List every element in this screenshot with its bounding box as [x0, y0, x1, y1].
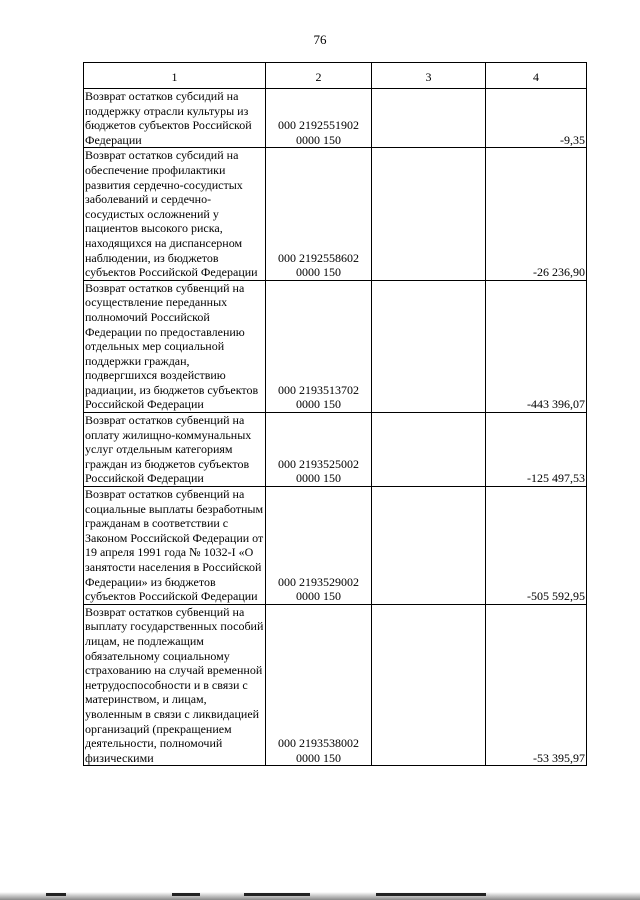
table-row	[84, 413, 587, 487]
scan-mark	[172, 893, 200, 896]
row-description: Возврат остатков субвенций на выплату государственных пособий лицам, не подлежащим обязательному социальному страхованию на случай временной нетрудоспособности и в связи с материнством, и лицам, уволенным в связи с ликвидацией организаций (прекращением деятельности, полномочий физическими	[84, 604, 266, 766]
row-amount: -505 592,95	[486, 487, 587, 605]
column-header-1: 1	[84, 63, 266, 89]
table-row	[84, 89, 587, 148]
row-code-line1: 000 2192551902	[278, 118, 359, 133]
row-code	[266, 148, 372, 280]
row-amount: -9,35	[486, 89, 587, 148]
row-amount: -443 396,07	[486, 280, 587, 412]
row-col3	[372, 89, 486, 148]
row-description: Возврат остатков субвенций на осуществление переданных полномочий Российской Федерации по предоставлению отдельных мер социальной поддержки граждан, подвергшихся воздействию радиации, из бюджетов субъектов Российской Федерации	[84, 280, 266, 412]
row-code-line1: 000 2192558602	[278, 250, 359, 265]
row-code	[266, 413, 372, 487]
column-header-2: 2	[266, 63, 372, 89]
row-code-line1: 000 2193538002	[278, 736, 359, 751]
row-description: Возврат остатков субсидий на обеспечение профилактики развития сердечно-сосудистых заболеваний и сердечно-сосудистых осложнений у пациентов высокого риска, находящихся на диспансерном наблюдении, из бюджетов субъектов Российской Федерации	[84, 148, 266, 280]
scan-mark	[46, 893, 66, 896]
row-code-line2: 0000 150	[296, 397, 341, 412]
row-col3	[372, 413, 486, 487]
row-amount: -125 497,53	[486, 413, 587, 487]
row-amount: -26 236,90	[486, 148, 587, 280]
page-number: 76	[313, 32, 327, 47]
row-code-line1: 000 2193513702	[278, 382, 359, 397]
table-header-row	[84, 63, 587, 89]
row-code-line2: 0000 150	[296, 750, 341, 765]
row-col3	[372, 487, 486, 605]
scan-bottom-edge	[0, 892, 640, 900]
row-code-line2: 0000 150	[296, 265, 341, 280]
scan-mark	[376, 893, 486, 896]
row-code	[266, 604, 372, 766]
row-col3	[372, 604, 486, 766]
row-col3	[372, 148, 486, 280]
row-amount: -53 395,97	[486, 604, 587, 766]
table-row	[84, 487, 587, 605]
row-code-line1: 000 2193529002	[278, 574, 359, 589]
row-description: Возврат остатков субсидий на поддержку отрасли культуры из бюджетов субъектов Российской Федерации	[84, 89, 266, 148]
column-header-4: 4	[486, 63, 587, 89]
row-code-line1: 000 2193525002	[278, 456, 359, 471]
column-header-3: 3	[372, 63, 486, 89]
row-code	[266, 487, 372, 605]
row-description: Возврат остатков субвенций на оплату жилищно-коммунальных услуг отдельным категориям граждан из бюджетов субъектов Российской Федерации	[84, 413, 266, 487]
table-row	[84, 148, 587, 280]
budget-table	[83, 62, 587, 766]
row-col3	[372, 280, 486, 412]
scan-mark	[244, 893, 310, 896]
table-row	[84, 280, 587, 412]
row-description: Возврат остатков субвенций на социальные выплаты безработным гражданам в соответствии с Законом Российской Федерации от 19 апреля 1991 года № 1032-I «О занятости населения в Российской Федерации» из бюджетов субъектов Российской Федерации	[84, 487, 266, 605]
table-row	[84, 604, 587, 766]
row-code-line2: 0000 150	[296, 471, 341, 486]
row-code-line2: 0000 150	[296, 589, 341, 604]
row-code-line2: 0000 150	[296, 132, 341, 147]
row-code	[266, 89, 372, 148]
row-code	[266, 280, 372, 412]
